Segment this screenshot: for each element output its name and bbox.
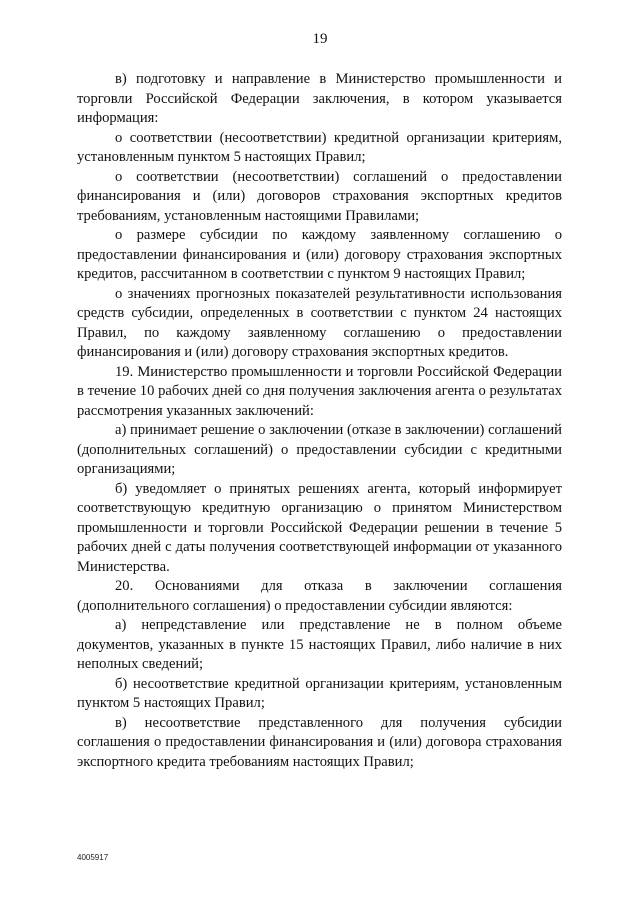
paragraph-agreements-compliance: о соответствии (несоответствии) соглашений о предоставлении финансирования и (или) договоров страхования экспортных кредитов требованиям, установленным настоящими Правилами;: [77, 168, 562, 224]
paragraph-20b: б) несоответствие кредитной организации критериям, установленным пунктом 5 настоящих Правил;: [77, 675, 562, 711]
paragraph-3v: в) подготовку и направление в Министерство промышленности и торговли Российской Федерации заключения, в котором указывается информация:: [77, 71, 562, 126]
page-number: 19: [312, 31, 328, 47]
paragraph-19a: а) принимает решение о заключении (отказе в заключении) соглашений (дополнительных соглашений) о предоставлении субсидии с кредитными организациями;: [77, 422, 562, 477]
paragraph-20v: в) несоответствие представленного для получения субсидии соглашения о предоставлении финансирования и (или) договора страхования экспортного кредита требованиям настоящих Правил;: [77, 714, 562, 770]
document-code: 4005917: [77, 853, 109, 862]
paragraph-20a: а) непредставление или представление не в полном объеме документов, указанных в пункте 15 настоящих Правил, либо наличие в них неполных сведений;: [77, 617, 562, 672]
paragraph-20: 20. Основаниями для отказа в заключении соглашения (дополнительного соглашения) о предоставлении субсидии являются:: [77, 578, 562, 614]
paragraph-19b: б) уведомляет о принятых решениях агента, который информирует соответствующую кредитную организацию о принятом Министерством промышленности и торговли Российской Федерации решении в течение 5 рабочих дней с даты получения соответствующей информации от указанного Министерства.: [77, 480, 562, 575]
paragraph-19: 19. Министерство промышленности и торговли Российской Федерации в течение 10 рабочих дней со дня получения заключения агента о результатах рассмотрения указанных заключений:: [77, 363, 562, 419]
document-body: [77, 70, 562, 772]
paragraph-subsidy-size: о размере субсидии по каждому заявленному соглашению о предоставлении финансирования и (или) договору страхования экспортных кредитов, рассчитанном в соответствии с пунктом 9 настоящих Правил;: [77, 227, 562, 282]
paragraph-forecast-indicators: о значениях прогнозных показателей результативности использования средств субсидии, определенных в соответствии с пунктом 24 настоящих Правил, по каждому заявленному соглашению о предоставлении финансирования и (или) договору страхования экспортных кредитов.: [77, 285, 562, 360]
paragraph-criteria-compliance: о соответствии (несоответствии) кредитной организации критериям, установленным пунктом 5 настоящих Правил;: [77, 129, 562, 165]
